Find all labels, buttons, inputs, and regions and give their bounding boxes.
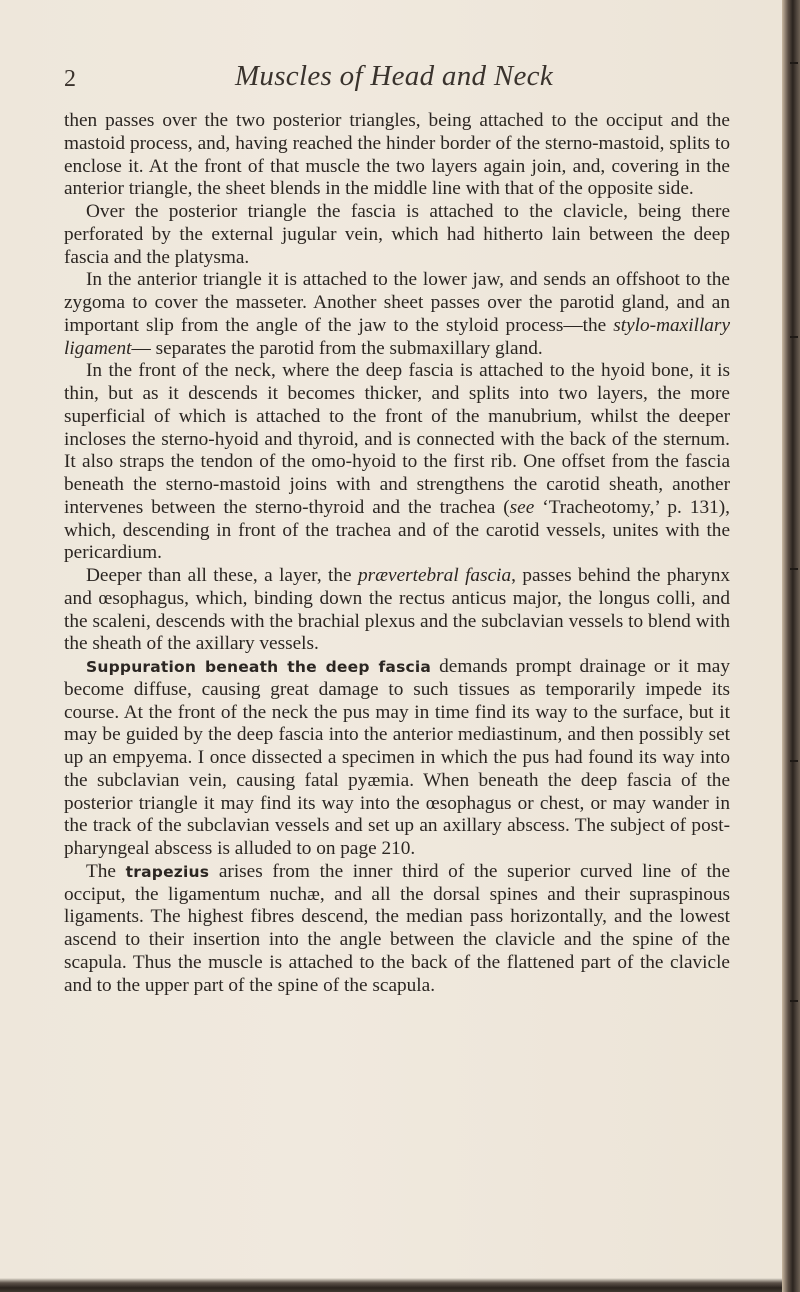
text-segment: Deeper than all these, a layer, the bbox=[86, 565, 358, 586]
text-segment: then passes over the two posterior triangles, being attached to the occiput and the mastoid process, and, having reached the hinder border of the sterno-mastoid, splits to enclose it. At the front of that muscle the two layers again join, and, covering in the anterior triangle, the sheet blends in the middle line with that of the opposite side. bbox=[64, 110, 730, 200]
running-head bbox=[64, 60, 724, 96]
italic-term: prævertebral fascia bbox=[358, 565, 512, 586]
paragraph bbox=[64, 110, 730, 201]
paragraph bbox=[64, 656, 730, 861]
text-segment: ‘Tracheotomy,’ p. 131), which, descending in front of the trachea and of the carotid vessels, unites with the pericardium. bbox=[64, 496, 730, 564]
text-segment: The bbox=[86, 860, 126, 882]
body-text bbox=[64, 110, 730, 997]
page-bottom-edge bbox=[0, 1278, 782, 1292]
paragraph-heading: trapezius bbox=[125, 862, 210, 881]
binding-mark bbox=[790, 1000, 798, 1002]
binding-mark bbox=[790, 62, 798, 64]
running-title: Muscles of Head and Neck bbox=[234, 60, 554, 92]
italic-term: see bbox=[509, 496, 535, 518]
binding-mark bbox=[790, 760, 798, 762]
text-segment: In the front of the neck, where the deep fascia is attached to the hyoid bone, it is thin, but as it descends it becomes thicker, and splits into two layers, the more superficial of which is attached to the front of the manubrium, whilst the deeper incloses the sterno-hyoid and thyroid, and is connected with the back of the sternum. It also straps the tendon of the omo-hyoid to the first rib. One offset from the fascia beneath the sterno-mastoid joins with and strengthens the carotid sheath, another intervenes between the sterno-thyroid and the trachea ( bbox=[64, 360, 730, 518]
binding-mark bbox=[790, 568, 798, 570]
paragraph bbox=[64, 861, 730, 998]
book-binding-edge bbox=[782, 0, 800, 1292]
text-segment: — separates the parotid from the submaxillary gland. bbox=[131, 337, 543, 359]
text-segment: arises from the inner third of the superior curved line of the occiput, the ligamentum nuchæ, and all the dorsal spines and their supraspinous ligaments. The highest fibres descend, the median pass horizontally, and the lowest ascend to their insertion into the angle between the clavicle and the spine of the scapula. Thus the muscle is attached to the back of the flattened part of the clavicle and to the upper part of the spine of the scapula. bbox=[64, 860, 730, 996]
paragraph bbox=[64, 269, 730, 360]
paragraph-heading: Suppuration beneath the deep fascia bbox=[86, 658, 432, 676]
paragraph bbox=[64, 201, 730, 269]
text-segment: , passes behind the pharynx and œsophagus, which, binding down the rectus anticus major, the longus colli, and the scaleni, descends with the brachial plexus and the subclavian vessels to blend with the sheath of the axillary vessels. bbox=[64, 565, 731, 655]
text-segment: Over the posterior triangle the fascia is attached to the clavicle, being there perforated by the external jugular vein, which had hitherto lain between the deep fascia and the platysma. bbox=[64, 201, 730, 268]
italic-term: stylo-maxillary ligament bbox=[64, 314, 730, 359]
paragraph bbox=[64, 360, 730, 565]
text-segment: demands prompt drainage or it may become diffuse, causing great damage to such tissues as temporarily impede its course. At the front of the neck the pus may in time find its way to the surface, but it may be guided by the deep fascia into the anterior mediastinum, and then possibly set up an empyema. I once dissected a specimen in which the pus had found its way into the subclavian vein, causing fatal pyæmia. When beneath the deep fascia of the posterior triangle it may find its way into the œsophagus or chest, or may wander in the track of the subclavian vessels and set up an axillary abscess. The subject of post-pharyngeal abscess is alluded to on page 210. bbox=[64, 656, 730, 859]
binding-mark bbox=[790, 336, 798, 338]
text-segment: In the anterior triangle it is attached to the lower jaw, and sends an offshoot to the zygoma to cover the masseter. Another sheet passes over the parotid gland, and an important slip from the angle of the jaw to the styloid process—the bbox=[64, 269, 730, 336]
page-number: 2 bbox=[64, 66, 76, 92]
paragraph bbox=[64, 565, 730, 656]
